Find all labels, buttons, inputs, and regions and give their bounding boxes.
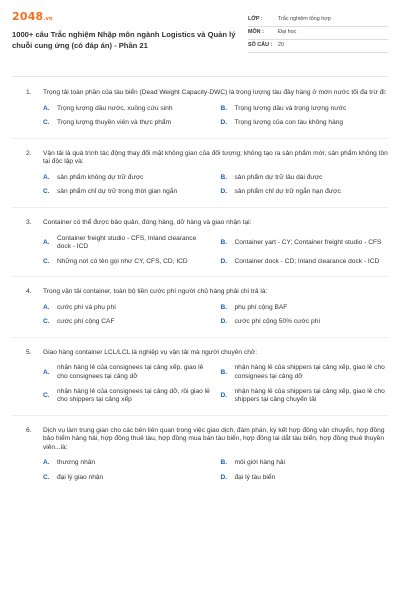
question-number: 4. [26, 288, 32, 296]
answer-option[interactable] [43, 474, 211, 483]
option-letter: C. [43, 119, 50, 127]
answer-option[interactable] [221, 258, 389, 267]
option-letter: D. [220, 188, 228, 196]
question-text: Giao hàng container LCL/LCL là nghiệp vụ vận tải mà người chuyên chở: [43, 348, 258, 356]
quiz-meta [248, 14, 388, 53]
option-letter: B. [220, 459, 228, 467]
option-letter: A. [43, 459, 50, 467]
option-letter: B. [220, 104, 228, 112]
logo-suffix: .vn [43, 16, 53, 22]
option-text: nhận hàng lẻ của consignees tại cảng dỡ, rồi giao lẻ cho shippers tại cảng xếp [57, 387, 210, 404]
answer-option[interactable] [43, 174, 211, 183]
option-text: sản phẩm chỉ dự trữ trong thời gian ngắn [57, 188, 178, 196]
answer-option[interactable] [221, 474, 389, 483]
answer-option[interactable] [43, 119, 211, 128]
option-text: Trọng lượng dầu nước, xuồng cứu sinh [57, 104, 173, 112]
option-letter: A. [43, 303, 50, 311]
question-block [12, 427, 388, 483]
question-number: 5. [26, 348, 32, 356]
option-letter: C. [43, 391, 50, 399]
answer-options [12, 105, 388, 128]
question-number: 6. [26, 426, 32, 434]
option-letter: C. [43, 473, 50, 481]
option-letter: D. [220, 257, 228, 265]
option-letter: B. [220, 173, 228, 181]
question-stem [12, 150, 388, 167]
meta-row-lop [248, 14, 388, 27]
option-letter: B. [220, 368, 228, 376]
option-letter: C. [43, 188, 50, 196]
question-text: Trọng tải toàn phần của tàu biển (Dead Weight Capacity-DWC) là trọng lượng tàu đầy hàng ở mớn nước tối đa trừ đi: [43, 89, 387, 96]
answer-option[interactable] [221, 188, 389, 197]
answer-option[interactable] [221, 364, 389, 381]
answer-option[interactable] [221, 119, 389, 128]
logo-text: 2048 [12, 10, 44, 23]
option-text: đại lý giao nhận [57, 473, 104, 481]
header-left [12, 10, 244, 51]
question-block [12, 288, 388, 327]
question-block [12, 349, 388, 405]
answer-option[interactable] [221, 235, 389, 252]
option-letter: B. [220, 238, 228, 246]
question-separator [12, 207, 388, 208]
answer-option[interactable] [43, 364, 211, 381]
page-title: 1000+ câu Trắc nghiệm Nhập môn ngành Logistics và Quản lý chuỗi cung ứng (có đáp án) - Phần 21 [12, 30, 236, 50]
option-text: đại lý tàu biển [234, 473, 276, 481]
answer-option[interactable] [43, 318, 211, 327]
option-text: Trọng lượng thuyền viên và thực phẩm [57, 119, 172, 127]
option-text: Container dock - CD; Inland clearance dock - ICD [234, 257, 380, 265]
answer-option[interactable] [43, 388, 211, 405]
answer-options [12, 304, 388, 327]
question-block [12, 219, 388, 266]
option-text: cước phí cộng CAF [57, 318, 115, 326]
option-letter: A. [43, 238, 50, 246]
option-text: Container yart - CY; Container freight studio - CFS [234, 238, 382, 246]
option-letter: D. [220, 119, 228, 127]
option-letter: D. [220, 391, 228, 399]
meta-row-socau [248, 40, 388, 53]
answer-option[interactable] [221, 105, 389, 114]
option-text: nhận hàng lẻ của shippers tại cảng xếp, giao lẻ cho consignees tại cảng dỡ [234, 364, 385, 380]
answer-option[interactable] [43, 188, 211, 197]
question-stem [12, 427, 388, 453]
option-letter: D. [220, 473, 228, 481]
option-letter: C. [43, 318, 50, 326]
meta-key-lop: LỚP : [248, 16, 263, 23]
option-letter: B. [220, 303, 228, 311]
answer-option[interactable] [221, 388, 389, 405]
question-text: Vận tải là quá trình tác động thay đổi mặt không gian của đối tượng; không tạo ra sản phẩm mới; sản phẩm không tồn tại độc lập và: [43, 149, 388, 166]
meta-val-socau: 20 [278, 42, 284, 49]
meta-row-mon [248, 27, 388, 40]
option-text: môi giới hàng hải [234, 459, 286, 467]
option-text: Trọng lượng của con tàu không hàng [234, 119, 344, 127]
answer-options [12, 235, 388, 267]
question-separator [12, 276, 388, 277]
question-list [12, 89, 388, 483]
question-stem [12, 219, 388, 228]
answer-options [12, 364, 388, 404]
option-letter: A. [43, 173, 50, 181]
option-text: Những nơi có tên gọi như CY, CFS, CD, ICD [57, 257, 188, 265]
option-text: thương nhân [57, 459, 96, 467]
answer-option[interactable] [221, 304, 389, 313]
question-block [12, 89, 388, 128]
option-text: Trọng lượng dầu và trọng lượng nước [234, 104, 347, 112]
answer-option[interactable] [43, 258, 211, 267]
question-number: 1. [26, 89, 32, 96]
answer-option[interactable] [43, 105, 211, 114]
option-text: nhận hàng lẻ của consignees tại cảng xếp, giao lẻ cho consignees tại cảng dỡ [57, 364, 204, 380]
option-text: nhận hàng lẻ của shippers tại cảng xếp, giao lẻ cho shippers tại cảng chuyển tải [234, 387, 385, 404]
option-text: sản phẩm không dự trữ được [57, 173, 144, 181]
option-text: cước phí và phụ phí [57, 303, 116, 311]
question-text: Dịch vụ làm trung gian cho các bên liên quan trong việc giao dịch, đàm phán, ký kết hợp đồng vận chuyển, hợp đồng bảo hiểm hàng hải, hợp đồng thuê tàu, hợp đồng mua bán tàu biển, hợp đồng lai dắt tàu biển, hợp đồng thuê thuyền viên...là: [43, 426, 385, 451]
meta-key-socau: SỐ CÂU : [248, 42, 273, 49]
option-text: cước phí cộng 50% cước phí [234, 318, 321, 326]
question-number: 3. [26, 218, 32, 226]
option-text: sản phẩm dự trữ lâu dài được [234, 173, 323, 181]
answer-option[interactable] [221, 174, 389, 183]
answer-option[interactable] [43, 459, 211, 468]
question-stem [12, 89, 388, 98]
answer-option[interactable] [221, 318, 389, 327]
question-stem [12, 288, 388, 297]
option-letter: A. [43, 368, 50, 376]
question-separator [12, 337, 388, 338]
question-text: Trong vận tải container, toàn bộ tiền cước phí người chủ hàng phải chi trả là: [43, 288, 268, 296]
site-logo[interactable] [12, 10, 244, 24]
question-separator [12, 138, 388, 139]
question-block [12, 150, 388, 197]
answer-option[interactable] [43, 235, 211, 252]
option-text: phụ phí cộng BAF [234, 303, 288, 311]
meta-val-mon: Đại học [278, 29, 297, 36]
question-text: Container có thể được bảo quản, đóng hàng, dỡ hàng và giao nhận tại: [43, 218, 252, 226]
meta-key-mon: MÔN : [248, 29, 264, 36]
answer-options [12, 174, 388, 197]
answer-option[interactable] [221, 459, 389, 468]
header-divider [12, 76, 388, 77]
option-letter: C. [43, 257, 50, 265]
option-text: Container freight studio - CFS, Inland clearance dock - ICD [57, 234, 197, 251]
question-stem [12, 349, 388, 358]
meta-val-lop: Trắc nghiệm tổng hợp [278, 16, 331, 23]
option-letter: D. [220, 318, 228, 326]
question-separator [12, 415, 388, 416]
option-letter: A. [43, 104, 50, 112]
answer-options [12, 459, 388, 482]
header [12, 10, 388, 72]
question-number: 2. [26, 149, 32, 157]
answer-option[interactable] [43, 304, 211, 313]
option-text: sản phẩm chỉ dự trữ ngắn hạn được [234, 188, 341, 196]
